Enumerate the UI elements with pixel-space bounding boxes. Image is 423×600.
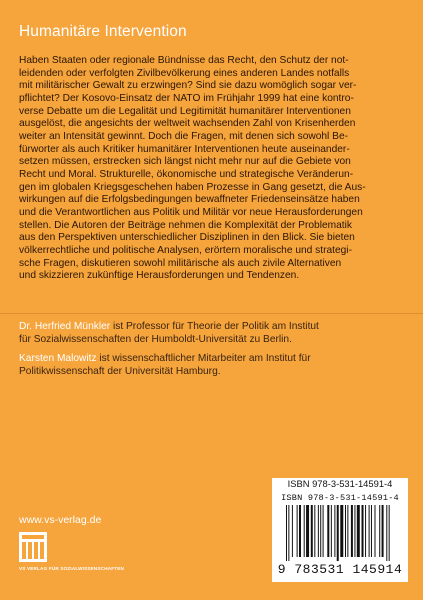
barcode-bar <box>292 505 293 557</box>
barcode-bar <box>320 505 321 557</box>
description-line: Recht und Moral. Strukturelle, ökonomische und strategische Veränderun- <box>19 168 354 180</box>
isbn-barcode-label: ISBN 978-3-531-14591-4 <box>281 493 399 503</box>
description-line: mit militärischer Gewalt zu erzwingen? Sind sie dazu womöglich sogar ver- <box>19 80 357 92</box>
author-bio-line <box>19 353 407 366</box>
barcode-bar <box>323 505 324 557</box>
description-line: leidenden oder verfolgten Zivilbevölkerung eines anderen Landes notfalls <box>19 67 350 79</box>
author-bio-line: Politikwissenschaft der Universität Hamburg. <box>19 365 221 377</box>
author-name: Karsten Malowitz <box>19 353 97 364</box>
book-description <box>19 55 407 283</box>
description-line: sche Fragen, diskutieren sowohl militärische als auch zivile Alternativen <box>19 257 342 269</box>
book-title: Humanitäre Intervention <box>19 23 187 40</box>
publisher-name: VS VERLAG FÜR SOZIALWISSENSCHAFTEN <box>19 566 125 571</box>
barcode-bar <box>337 505 339 561</box>
description-line: völkerrechtliche und politische Analysen, erörtern moralische und strategi- <box>19 244 352 256</box>
description-line: und skizzieren zukünftige Herausforderungen und Tendenzen. <box>19 270 300 282</box>
barcode-bar <box>347 505 348 557</box>
barcode-bar <box>357 505 360 557</box>
description-line: aus den Perspektiven unterschiedlicher Disziplinen in den Blick. Sie bieten <box>19 232 355 244</box>
barcode-bar <box>362 505 364 557</box>
barcode-bar <box>369 505 370 557</box>
barcode-icon <box>282 505 398 561</box>
description-line: und die Verantwortlichen aus Politik und Militär vor neue Herausforderungen <box>19 206 363 218</box>
barcode-bar <box>386 505 387 561</box>
ean-digits: 9 783531 145914 <box>277 562 403 577</box>
description-line: fürworter als auch Kritiker humanitärer Interventionen heute auseinander- <box>19 143 350 155</box>
description-line: Haben Staaten oder regionale Bündnisse das Recht, den Schutz der not- <box>19 55 349 66</box>
barcode-bar <box>351 505 353 557</box>
barcode-bar <box>345 505 346 557</box>
barcode-bar <box>311 505 313 557</box>
author-bio-line <box>19 321 407 334</box>
description-line: weiter an Intensität gewinnt. Doch die Fragen, mit denen sich sowohl Be- <box>19 130 349 142</box>
barcode-bar <box>354 505 355 557</box>
barcode-bar <box>288 505 289 561</box>
barcode-bar <box>331 505 332 557</box>
barcode-bar <box>314 505 315 557</box>
section-divider <box>0 313 423 314</box>
publisher-logo-icon <box>19 532 129 562</box>
publisher-website: www.vs-verlag.de <box>19 514 102 526</box>
description-line: gen im globalen Kriegsgeschehen haben Prozesse in Gang gesetzt, die Aus- <box>19 181 366 193</box>
barcode-bar <box>306 505 309 557</box>
barcode-bar <box>286 505 287 561</box>
barcode-bar <box>340 505 343 557</box>
description-line: ausgelöst, die angesichts der weltweit wachsenden Zahl von Krisenherden <box>19 118 356 130</box>
barcode-bar <box>327 505 329 557</box>
barcode-bar <box>382 505 384 557</box>
barcode-bar <box>375 505 376 557</box>
description-line: pflichtet? Der Kosovo-Einsatz der NATO im Frühjahr 1999 hat eine kontro- <box>19 92 354 104</box>
author-bio-muenkler <box>19 321 407 346</box>
isbn-label: ISBN 978-3-531-14591-4 <box>287 478 393 489</box>
author-name: Dr. Herfried Münkler <box>19 321 111 332</box>
barcode-bar <box>365 505 366 557</box>
barcode-bar <box>334 505 335 557</box>
author-bio-text: ist wissenschaftlicher Mitarbeiter am Institut für <box>96 353 311 364</box>
barcode-bar <box>371 505 372 557</box>
author-bio-line: für Sozialwissenschaften der Humboldt-Universität zu Berlin. <box>19 333 292 345</box>
barcode-bar <box>318 505 319 557</box>
description-line: stellen. Die Autoren der Beiträge nehmen die Komplexität der Problematik <box>19 219 352 231</box>
barcode-bar <box>389 505 390 561</box>
author-bio-text: ist Professor für Theorie der Politik am Institut <box>110 321 319 332</box>
isbn-barcode-panel <box>272 478 408 582</box>
description-line: verse Debatte um die Legalität und Legitimität humanitärer Interventionen <box>19 105 351 117</box>
barcode-bar <box>379 505 380 557</box>
author-bio-malowitz <box>19 353 407 378</box>
barcode-bar <box>299 505 301 557</box>
description-line: wirkungen auf die Erfolgsbedingungen bewaffneter Friedenseinsätze haben <box>19 194 360 206</box>
description-line: setzen müssen, erstrecken sich längst nicht mehr nur auf die Gebiete von <box>19 156 351 168</box>
barcode-bar <box>297 505 298 557</box>
barcode-bar <box>304 505 305 557</box>
